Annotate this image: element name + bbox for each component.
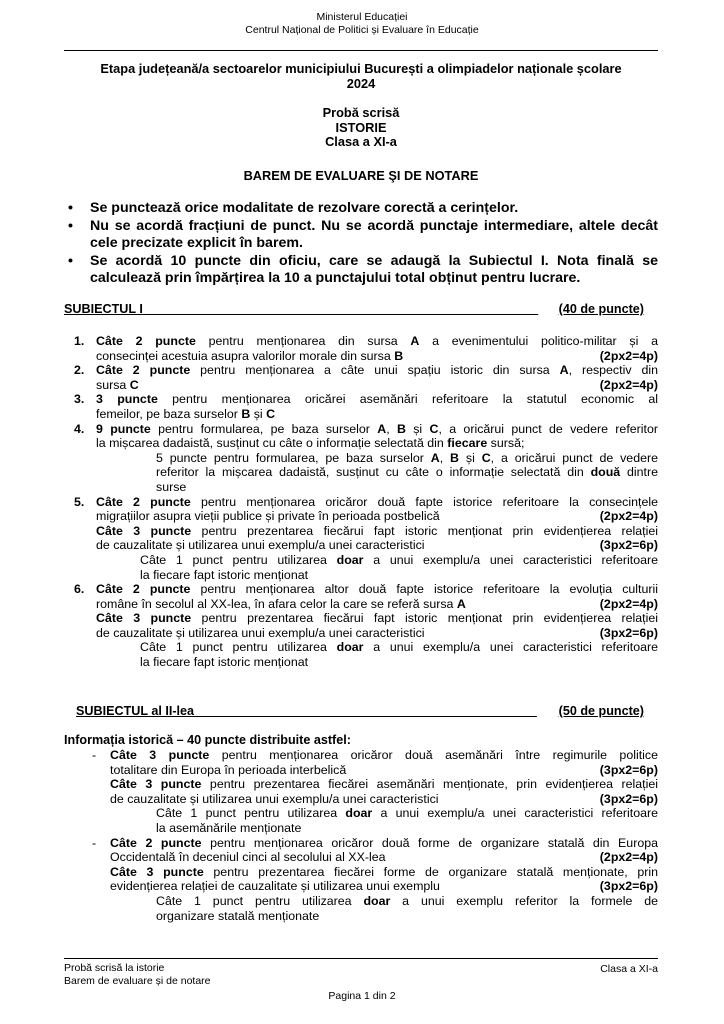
score: (2px2=4p): [599, 596, 658, 611]
rule-item: • Se punctează orice modalitate de rezolvare corectă a cerințelor.: [68, 200, 519, 216]
score: (3px2=6p): [599, 538, 658, 553]
page-header: [0, 11, 724, 36]
barem-title: BAREM DE EVALUARE ŞI DE NOTARE: [243, 168, 479, 183]
probe-info: [64, 106, 658, 150]
footer-left: Probă scrisă la istorie Barem de evaluare și de notare: [64, 962, 211, 987]
document-title: [64, 62, 658, 91]
probe-class: Clasa a XI-a: [325, 134, 397, 149]
info-heading: Informația istorică – 40 puncte distribuite astfel:: [64, 733, 351, 747]
bullet-icon: •: [68, 200, 73, 216]
probe-type: Probă scrisă: [322, 105, 400, 120]
list-item: 2. Câte 2 puncte pentru menționarea a câte unui spațiu istoric din sursa A, respectiv din sursa C (2px2=4p): [74, 363, 658, 392]
bullet-icon: •: [68, 217, 73, 234]
ministry-name: Ministerul Educației: [316, 11, 408, 23]
dash-marker: -: [92, 835, 97, 850]
list-item: 3. 3 puncte pentru menționarea oricărei asemănări referitoare la statutul economic al femeilor, pe baza surselor B și C: [74, 392, 659, 421]
score: (3px2=6p): [599, 762, 658, 777]
dash-marker: -: [92, 748, 97, 762]
score: (2px2=4p): [599, 850, 658, 865]
subject1-points: (40 de puncte): [558, 302, 644, 316]
score: (2px2=4p): [599, 348, 658, 363]
score: (3px2=6p): [599, 625, 658, 640]
page-number: Pagina 1 din 2: [328, 990, 396, 1002]
subject2-heading: [76, 704, 644, 719]
list-item: - Câte 3 puncte pentru menționarea oricăror două asemănări între regimurile politice totalitare din Europa în perioada interbelică (3px2=6p) Câte 3 puncte pentru prezentarea fiecărei asemănări menționate, prin evidențierea relației de cauzalitate și utilizarea unui exemplu/a unei caracteristici (3px2=6p) Câte 1 punct pentru utilizarea doar a unui exemplu/a unei caracteristici referitoare la asemănările menționate: [92, 748, 659, 835]
general-rules: [64, 200, 658, 288]
footer-right: Clasa a XI-a: [600, 963, 658, 975]
subject1-title: SUBIECTUL I: [64, 302, 143, 316]
rule-item: • Se acordă 10 puncte din oficiu, care se adaugă la Subiectul I. Nota finală se calculează prin împărțirea la 10 a punctajului total obținut pentru lucrare.: [68, 252, 658, 287]
list-item: 4. 9 puncte pentru formularea, pe baza surselor A, B și C, a oricărui punct de vedere referitor la mișcarea dadaistă, susținut cu câte o informație selectată din fiecare sursă; 5 puncte pentru formularea, pe baza surselor A, B și C, a oricărui punct de vedere referitor la mișcarea dadaistă, susținut cu câte o informație selectată din două dintre surse: [74, 421, 659, 494]
score: (2px2=4p): [599, 509, 658, 524]
subject2-title: SUBIECTUL al II-lea: [76, 704, 195, 718]
subject2-points: (50 de puncte): [558, 704, 644, 718]
bullet-icon: •: [68, 252, 73, 269]
center-name: Centrul Național de Politici și Evaluare în Educație: [245, 23, 479, 36]
subject1-heading: [64, 302, 644, 317]
list-item: 5. Câte 2 puncte pentru menționarea oricăror două fapte istorice referitoare la consecințele migrațiilor asupra vieții publice și private în perioada postbelică (2px2=4p) Câte 3 puncte pentru prezentarea fiecărui fapt istoric menționat prin evidențierea relației de cauzalitate și utilizarea unui exemplu/a unei caracteristici (3px2=6p) Câte 1 punct pentru utilizarea doar a unui exemplu/a unei caracteristici referitoare la fiecare fapt istoric menționat: [74, 494, 659, 582]
score: (3px2=6p): [599, 879, 658, 894]
score: (2px2=4p): [599, 377, 658, 392]
subject1-list: [74, 334, 659, 670]
footer-rule: [64, 958, 658, 959]
list-item: - Câte 2 puncte pentru menționarea oricăror două forme de organizare statală din Europa Occidentală în deceniul cinci al secolului al XX-lea (2px2=4p) Câte 3 puncte pentru prezentarea fiecărei forme de organizare statală menționate, prin evidențierea relației de cauzalitate și utilizarea unui exemplu (3px2=6p) Câte 1 punct pentru utilizarea doar a unui exemplu referitor la formele de organizare statală menționate: [92, 835, 658, 923]
rule-item: • Nu se acordă fracțiuni de punct. Nu se acordă punctaje intermediare, altele decât cele precizate explicit în barem.: [68, 217, 658, 252]
list-item: 6. Câte 2 puncte pentru menționarea altor două fapte istorice referitoare la evoluția culturii române în secolul al XX-lea, în afara celor la care se referă sursa A (2px2=4p) Câte 3 puncte pentru prezentarea fiecărui fapt istoric menționat prin evidențierea relației de cauzalitate și utilizarea unui exemplu/a unei caracteristici (3px2=6p) Câte 1 punct pentru utilizarea doar a unui exemplu/a unei caracteristici referitoare la fiecare fapt istoric menționat: [74, 582, 659, 670]
score: (3px2=6p): [599, 791, 658, 806]
title-line: Etapa județeană/a sectoarelor municipiului București a olimpiadelor naționale școlare: [100, 61, 622, 76]
title-year: 2024: [346, 75, 376, 91]
header-rule: [64, 50, 658, 51]
list-item: 1. Câte 2 puncte pentru menționarea din sursa A a evenimentului politico-militar și a consecinței acestuia asupra valorilor morale din sursa B (2px2=4p): [74, 334, 659, 363]
probe-subject: ISTORIE: [335, 119, 387, 135]
subject2-list: [92, 748, 659, 923]
